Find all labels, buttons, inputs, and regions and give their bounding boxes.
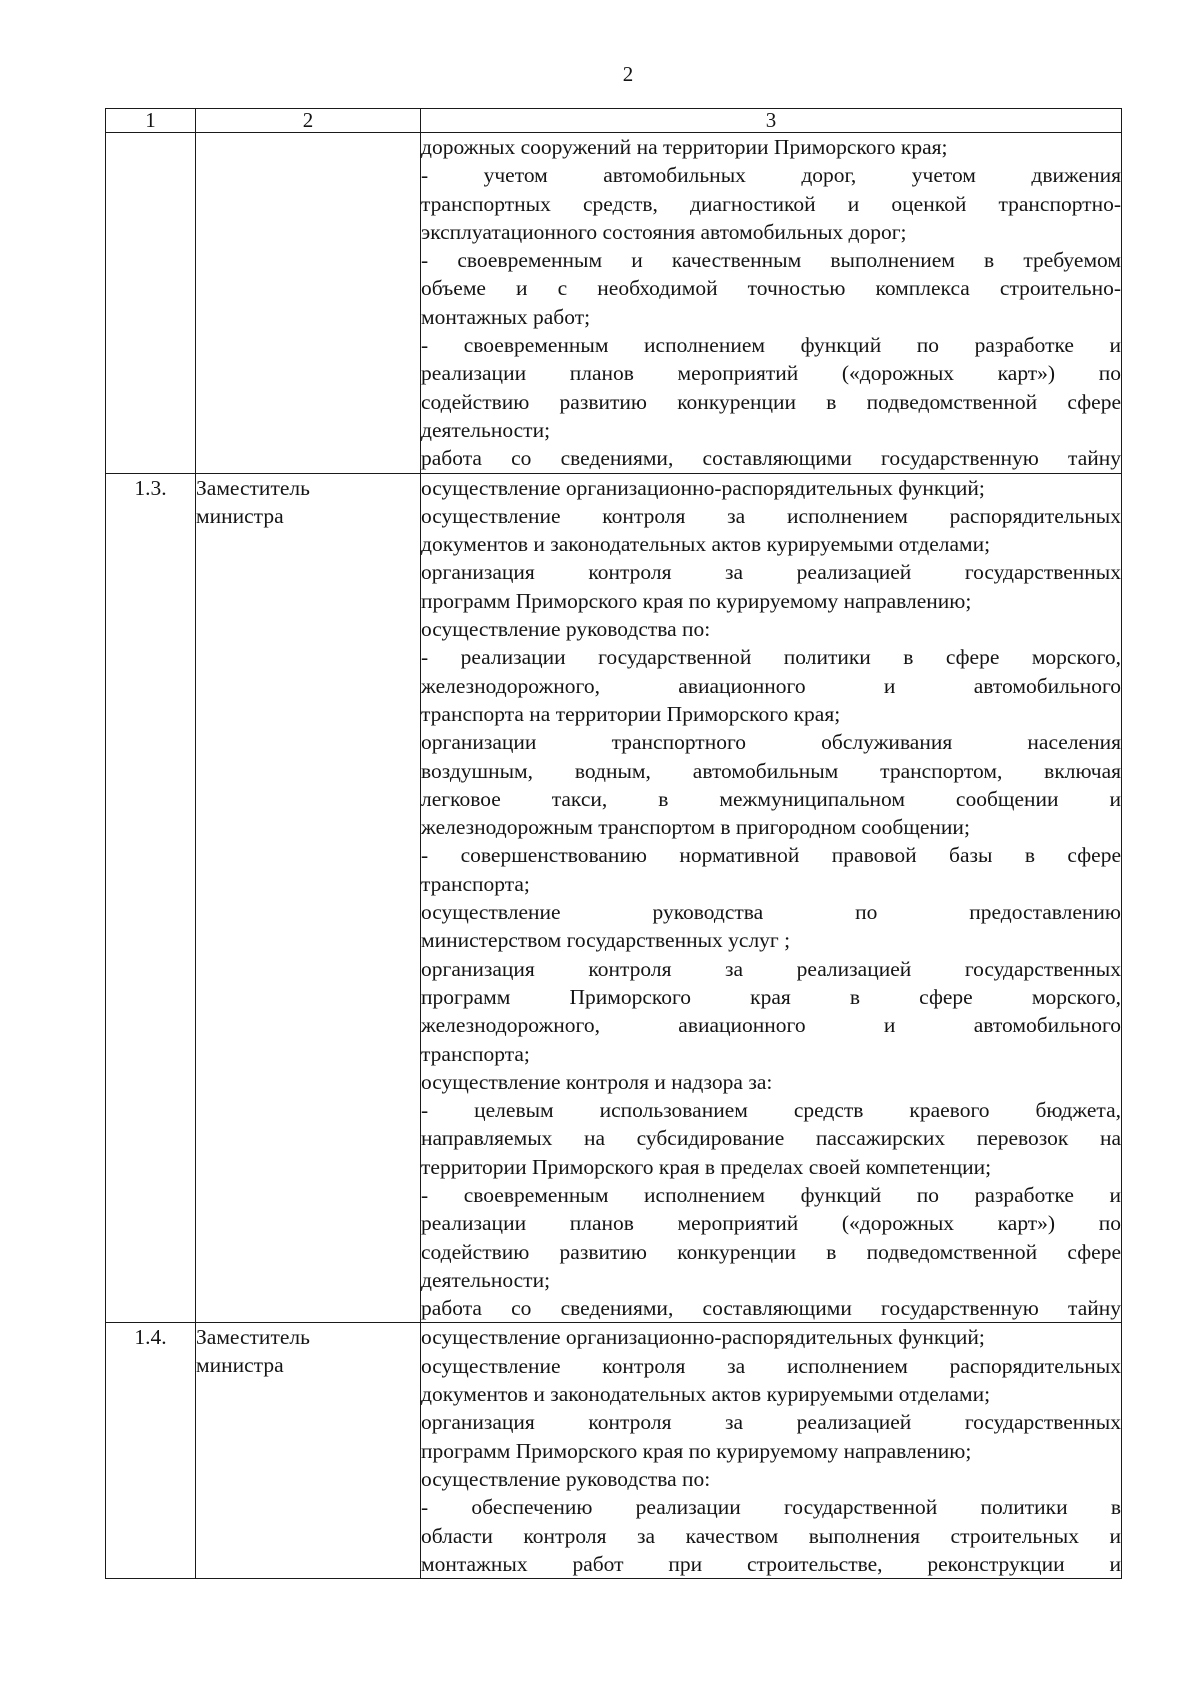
header-col-2: 2 [196, 109, 421, 133]
duty-text-line: деятельности; [421, 1267, 551, 1292]
duty-text-line: документов и законодательных актов курируемыми отделами; [421, 532, 991, 557]
duty-text-line: осуществление руководства по: [421, 617, 711, 642]
duties-cell [421, 1323, 1122, 1579]
duty-text-line: дорожных сооружений на территории Приморского края; [421, 135, 948, 159]
duty-text-line: транспорта; [421, 871, 530, 896]
duty-text-line: документов и законодательных актов курируемыми отделами; [421, 1382, 991, 1407]
duty-text-line: - своевременным исполнением функций по разработке и [421, 1182, 1121, 1207]
duty-text-line: реализации планов мероприятий («дорожных карт») по [421, 1211, 1121, 1236]
duties-cell [421, 473, 1122, 1323]
duties-table [105, 108, 1122, 1579]
duty-text-line: осуществление организационно-распорядительных функций; [421, 1325, 985, 1350]
duty-text-line: транспорта; [421, 1041, 530, 1066]
duty-text-line: железнодорожного, авиационного и автомобильного [421, 673, 1121, 698]
position-line: Заместитель [196, 1325, 310, 1350]
duty-text-line: монтажных работ при строительстве, реконструкции и [421, 1551, 1121, 1576]
duty-text-line: содействию развитию конкуренции в подведомственной сфере [421, 1239, 1121, 1264]
duty-text-line: реализации планов мероприятий («дорожных карт») по [421, 361, 1121, 386]
duty-text-line: монтажных работ; [421, 304, 591, 329]
row-number: 1.4. [106, 1323, 196, 1579]
duty-text-line: министерством государственных услуг ; [421, 928, 791, 953]
table-row [106, 473, 1122, 1323]
duty-text-line: организации транспортного обслуживания населения [421, 730, 1121, 755]
duty-text-line: осуществление руководства по: [421, 1466, 711, 1491]
duty-text-line: работа со сведениями, составляющими государственную тайну [421, 1296, 1121, 1321]
duty-text-line: осуществление организационно-распорядительных функций; [421, 475, 985, 500]
duty-text-line: - обеспечению реализации государственной политики в [421, 1495, 1121, 1520]
duties-cell [421, 133, 1122, 474]
row-number [106, 133, 196, 474]
duty-text-line: осуществление контроля за исполнением распорядительных [421, 1353, 1121, 1378]
row-number: 1.3. [106, 473, 196, 1323]
duty-text-line: осуществление контроля за исполнением распорядительных [421, 503, 1121, 528]
duty-text-line: эксплуатационного состояния автомобильных дорог; [421, 219, 907, 244]
duty-text-line: организация контроля за реализацией государственных [421, 560, 1121, 585]
duty-text-line: - реализации государственной политики в сфере морского, [421, 645, 1121, 670]
position-line: министра [196, 503, 284, 528]
position-cell [196, 1323, 421, 1579]
position-cell [196, 473, 421, 1323]
duty-text-line: программ Приморского края в сфере морского, [421, 984, 1121, 1009]
position-line: министра [196, 1353, 284, 1378]
header-col-3: 3 [421, 109, 1122, 133]
duty-text-line: содействию развитию конкуренции в подведомственной сфере [421, 389, 1121, 414]
duty-text-line: - совершенствованию нормативной правовой базы в сфере [421, 843, 1121, 868]
duty-text-line: организация контроля за реализацией государственных [421, 956, 1121, 981]
table-row [106, 1323, 1122, 1579]
duty-text-line: области контроля за качеством выполнения строительных и [421, 1523, 1121, 1548]
duty-text-line: - учетом автомобильных дорог, учетом движения [421, 163, 1121, 188]
table-row [106, 133, 1122, 474]
duty-text-line: воздушным, водным, автомобильным транспортом, включая [421, 758, 1121, 783]
duty-text-line: - своевременным исполнением функций по разработке и [421, 333, 1121, 358]
duty-text-line: железнодорожным транспортом в пригородном сообщении; [421, 815, 970, 840]
duty-text-line: - целевым использованием средств краевого бюджета, [421, 1098, 1121, 1123]
duty-text-line: программ Приморского края по курируемому направлению; [421, 1438, 972, 1463]
duty-text-line: объеме и с необходимой точностью комплекса строительно- [421, 276, 1121, 301]
duty-text-line: транспортных средств, диагностикой и оценкой транспортно- [421, 191, 1121, 216]
position-line: Заместитель [196, 475, 310, 500]
duty-text-line: территории Приморского края в пределах своей компетенции; [421, 1154, 992, 1179]
duty-text-line: программ Приморского края по курируемому направлению; [421, 588, 972, 613]
duty-text-line: осуществление контроля и надзора за: [421, 1069, 773, 1094]
table-header-row [106, 109, 1122, 133]
duty-text-line: организация контроля за реализацией государственных [421, 1410, 1121, 1435]
duty-text-line: железнодорожного, авиационного и автомобильного [421, 1013, 1121, 1038]
position-cell [196, 133, 421, 474]
header-col-1: 1 [106, 109, 196, 133]
duty-text-line: направляемых на субсидирование пассажирских перевозок на [421, 1126, 1121, 1151]
duty-text-line: транспорта на территории Приморского края; [421, 701, 841, 726]
duty-text-line: осуществление руководства по предоставлению [421, 900, 1121, 925]
duty-text-line: работа со сведениями, составляющими государственную тайну [421, 446, 1121, 471]
duty-text-line: - своевременным и качественным выполнением в требуемом [421, 248, 1121, 273]
duty-text-line: деятельности; [421, 417, 551, 442]
page-number: 2 [622, 62, 634, 86]
duty-text-line: легковое такси, в межмуниципальном сообщении и [421, 786, 1121, 811]
